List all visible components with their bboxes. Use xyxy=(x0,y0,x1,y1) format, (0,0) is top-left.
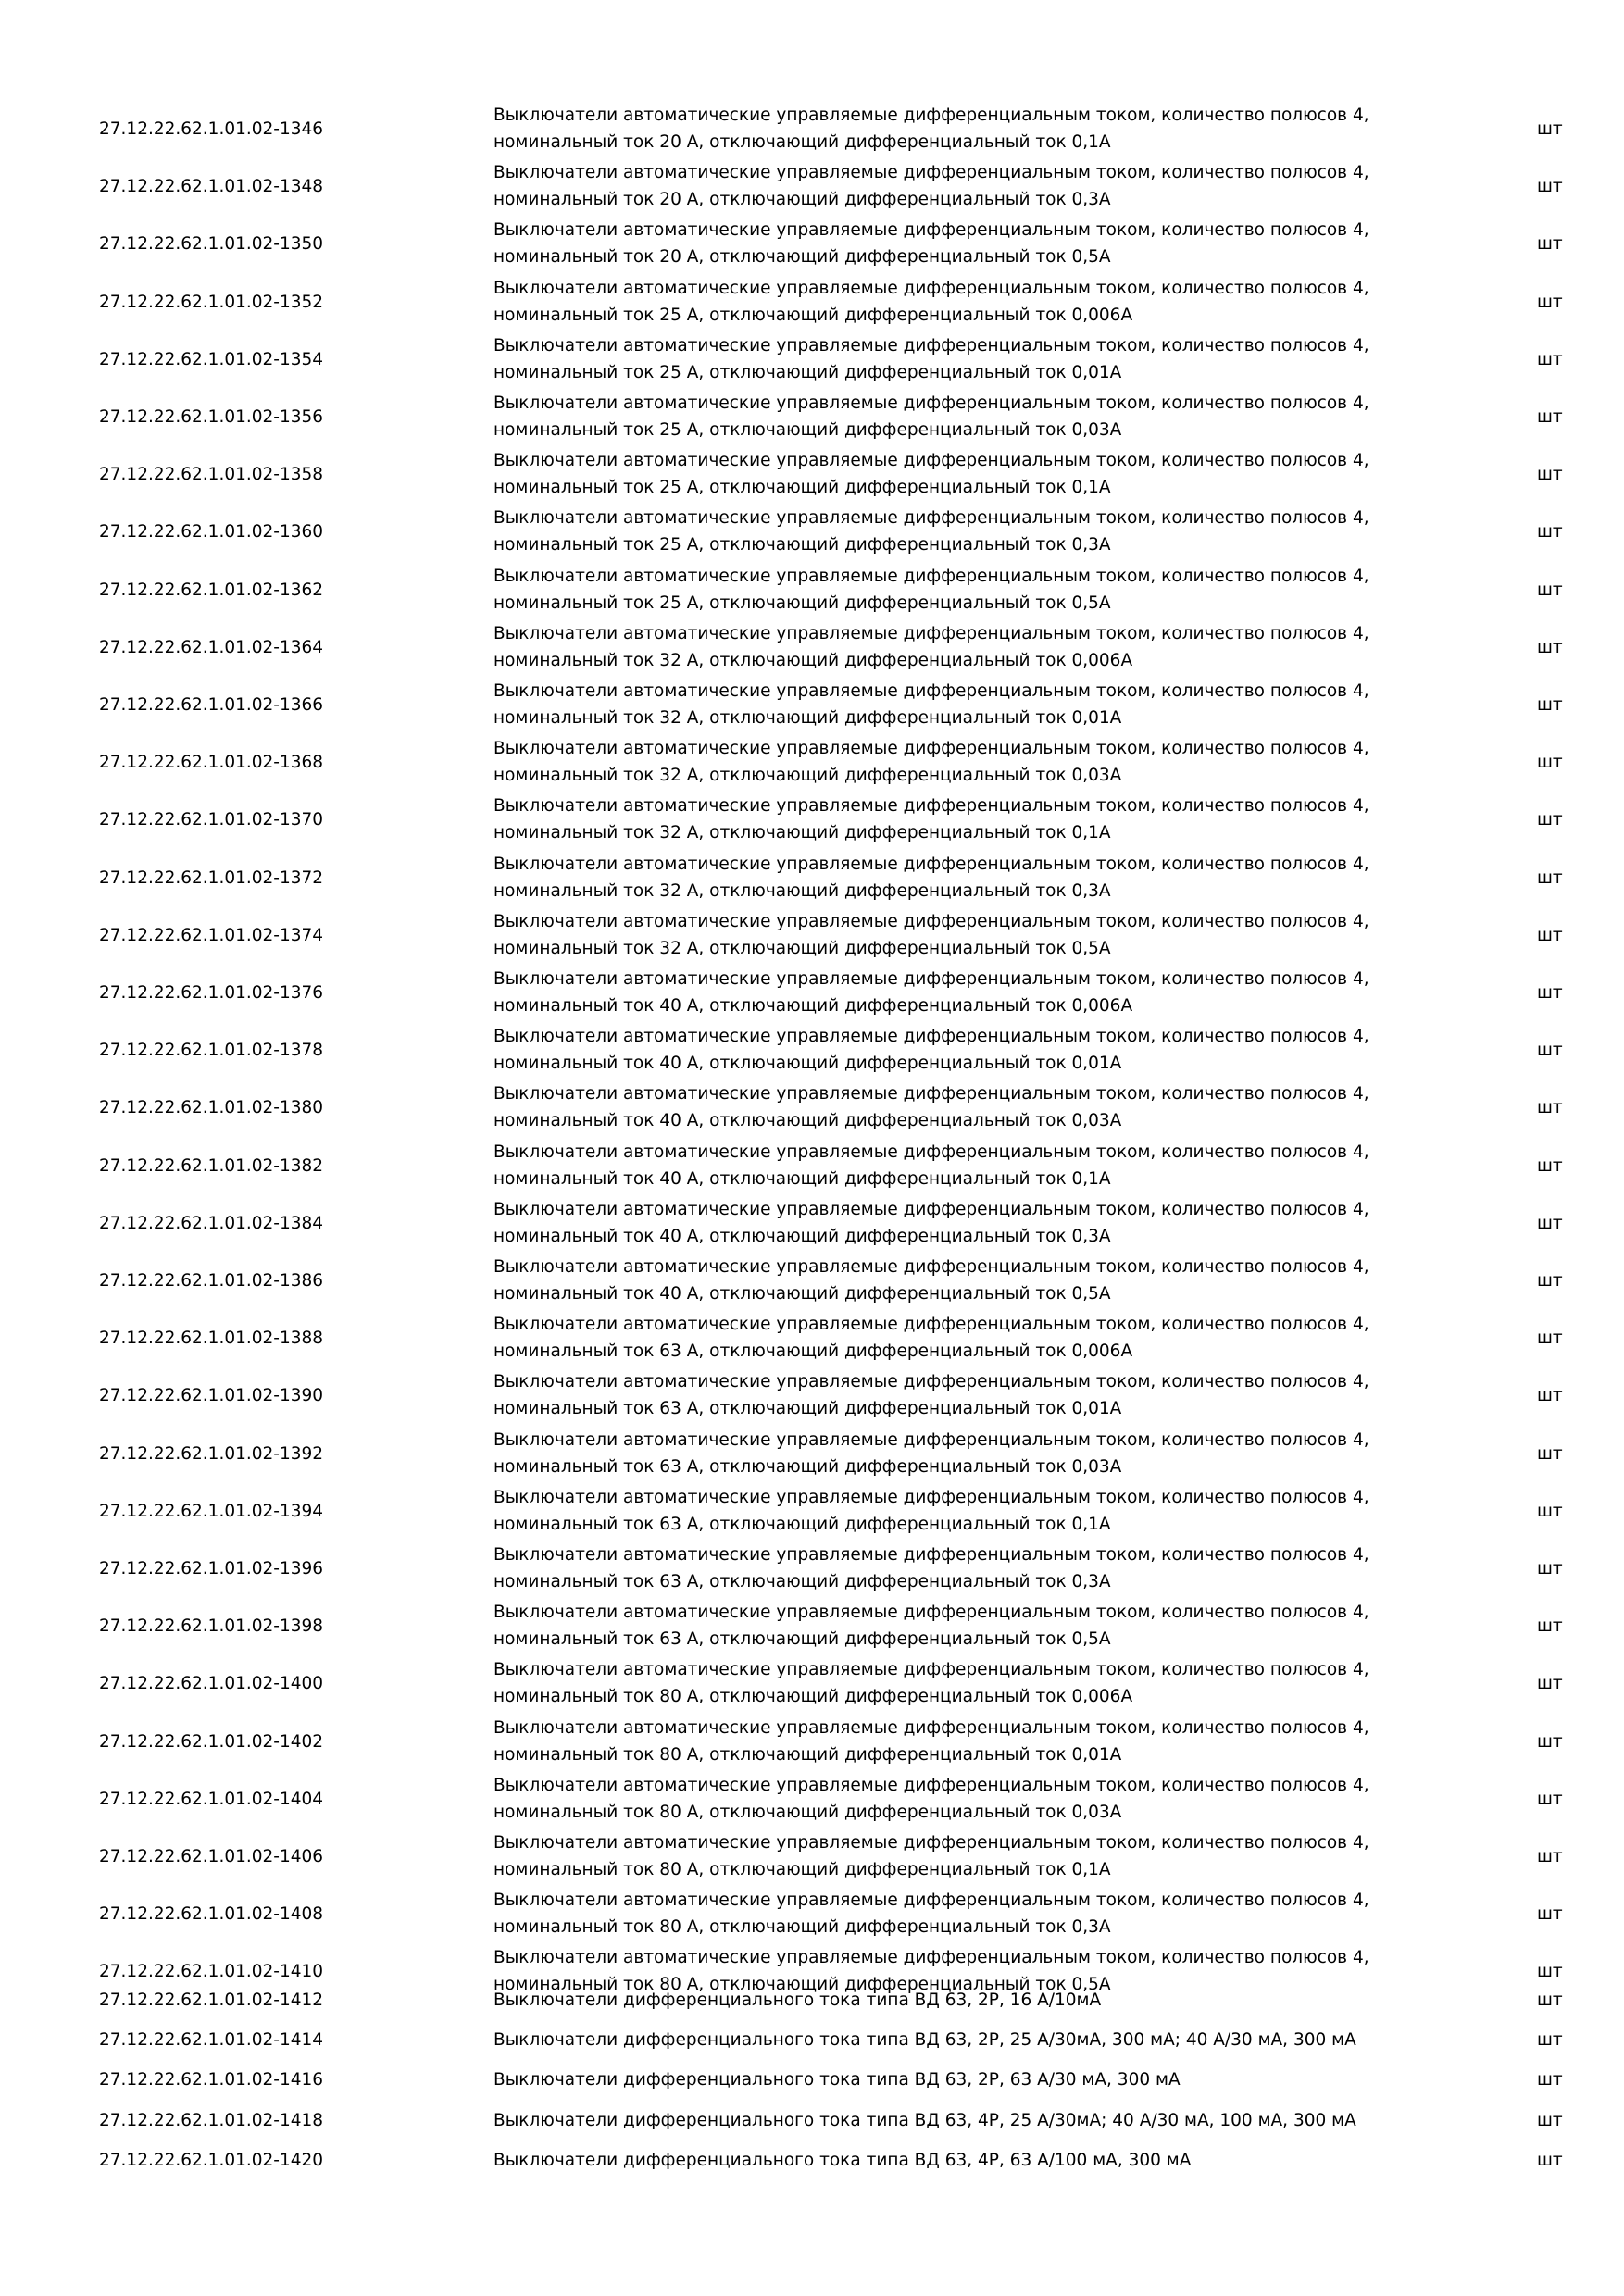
row-description-line: Выключатели автоматические управляемые дифференциальным током, количество полюсов 4, xyxy=(493,1315,1369,1334)
row-description xyxy=(493,1987,1475,2014)
row-description xyxy=(493,851,1475,905)
row-description-line: Выключатели автоматические управляемые дифференциальным током, количество полюсов 4, xyxy=(493,1142,1369,1162)
row-description-line: номинальный ток 40 А, отключающий дифференциальный ток 0,1А xyxy=(493,1169,1111,1189)
row-description xyxy=(493,1311,1475,1365)
row-code: 27.12.22.62.1.01.02-1364 xyxy=(99,638,324,657)
row-description xyxy=(493,1139,1475,1192)
row-unit: шт xyxy=(1537,1098,1563,1117)
row-description xyxy=(493,217,1475,270)
table-row xyxy=(0,102,1624,156)
row-description-line: Выключатели автоматические управляемые дифференциальным током, количество полюсов 4, xyxy=(493,681,1369,701)
table-row xyxy=(0,2066,1624,2093)
row-description xyxy=(493,1368,1475,1422)
row-code: 27.12.22.62.1.01.02-1350 xyxy=(99,234,324,254)
row-code: 27.12.22.62.1.01.02-1408 xyxy=(99,1904,324,1924)
row-code: 27.12.22.62.1.01.02-1412 xyxy=(99,1990,324,2010)
row-description xyxy=(493,1772,1475,1826)
row-description-line: номинальный ток 63 А, отключающий дифференциальный ток 0,01А xyxy=(493,1399,1122,1418)
row-description-line: номинальный ток 80 А, отключающий дифференциальный ток 0,1А xyxy=(493,1860,1111,1879)
row-unit: шт xyxy=(1537,1214,1563,1233)
row-code: 27.12.22.62.1.01.02-1392 xyxy=(99,1444,324,1464)
row-description-line: номинальный ток 25 А, отключающий дифференциальный ток 0,5А xyxy=(493,593,1111,613)
row-description-line: Выключатели автоматические управляемые дифференциальным током, количество полюсов 4, xyxy=(493,796,1369,816)
table-row xyxy=(0,1139,1624,1192)
row-description-line: Выключатели автоматические управляемые дифференциальным током, количество полюсов 4, xyxy=(493,1603,1369,1622)
row-description-line: номинальный ток 63 А, отключающий дифференциальный ток 0,3А xyxy=(493,1572,1111,1591)
row-description xyxy=(493,159,1475,213)
row-code: 27.12.22.62.1.01.02-1402 xyxy=(99,1732,324,1752)
row-code: 27.12.22.62.1.01.02-1414 xyxy=(99,2030,324,2050)
table-row xyxy=(0,792,1624,846)
row-unit: шт xyxy=(1537,1271,1563,1291)
table-row xyxy=(0,1656,1624,1710)
row-code: 27.12.22.62.1.01.02-1376 xyxy=(99,983,324,1003)
row-unit: шт xyxy=(1537,1386,1563,1405)
row-description-line: Выключатели автоматические управляемые дифференциальным током, количество полюсов 4, xyxy=(493,567,1369,586)
row-description-line: Выключатели автоматические управляемые дифференциальным током, количество полюсов 4, xyxy=(493,1660,1369,1679)
row-code: 27.12.22.62.1.01.02-1378 xyxy=(99,1041,324,1060)
row-code: 27.12.22.62.1.01.02-1396 xyxy=(99,1559,324,1578)
row-description-line: номинальный ток 40 А, отключающий дифференциальный ток 0,03А xyxy=(493,1111,1122,1130)
table-row xyxy=(0,908,1624,962)
row-description-line: Выключатели автоматические управляемые дифференциальным током, количество полюсов 4, xyxy=(493,393,1369,413)
row-description-line: Выключатели автоматические управляемые дифференциальным током, количество полюсов 4, xyxy=(493,1718,1369,1738)
row-description-line: Выключатели дифференциального тока типа ВД 63, 2Р, 63 А/30 мА, 300 мА xyxy=(493,2070,1181,2090)
row-code: 27.12.22.62.1.01.02-1398 xyxy=(99,1616,324,1636)
row-description xyxy=(493,1715,1475,1768)
row-unit: шт xyxy=(1537,522,1563,542)
row-unit: шт xyxy=(1537,810,1563,830)
table-row xyxy=(0,1023,1624,1077)
row-description xyxy=(493,1023,1475,1077)
row-description-line: Выключатели автоматические управляемые дифференциальным током, количество полюсов 4, xyxy=(493,163,1369,182)
row-unit: шт xyxy=(1537,1502,1563,1521)
table-row xyxy=(0,1987,1624,2014)
row-code: 27.12.22.62.1.01.02-1362 xyxy=(99,580,324,600)
row-description-line: номинальный ток 20 А, отключающий дифференциальный ток 0,3А xyxy=(493,190,1111,209)
row-unit: шт xyxy=(1537,753,1563,772)
row-code: 27.12.22.62.1.01.02-1404 xyxy=(99,1790,324,1809)
row-unit: шт xyxy=(1537,695,1563,715)
row-description-line: номинальный ток 32 А, отключающий дифференциальный ток 0,006А xyxy=(493,651,1133,670)
row-description-line: Выключатели автоматические управляемые дифференциальным током, количество полюсов 4, xyxy=(493,855,1369,874)
table-row xyxy=(0,966,1624,1019)
row-description xyxy=(493,390,1475,443)
row-code: 27.12.22.62.1.01.02-1380 xyxy=(99,1098,324,1117)
row-description-line: номинальный ток 20 А, отключающий дифференциальный ток 0,1А xyxy=(493,132,1111,152)
row-unit: шт xyxy=(1537,2030,1563,2050)
row-code: 27.12.22.62.1.01.02-1352 xyxy=(99,293,324,312)
row-description xyxy=(493,1484,1475,1538)
row-description xyxy=(493,1541,1475,1595)
row-description-line: Выключатели дифференциального тока типа ВД 63, 2Р, 16 А/10мА xyxy=(493,1990,1102,2010)
row-description-line: Выключатели автоматические управляемые дифференциальным током, количество полюсов 4, xyxy=(493,1200,1369,1219)
row-unit: шт xyxy=(1537,1041,1563,1060)
table-row xyxy=(0,2147,1624,2174)
table-row xyxy=(0,1887,1624,1940)
row-description-line: Выключатели дифференциального тока типа ВД 63, 4Р, 25 А/30мА; 40 А/30 мА, 100 мА, 300 мА xyxy=(493,2111,1356,2130)
row-description-line: Выключатели дифференциального тока типа ВД 63, 2Р, 25 А/30мА, 300 мА; 40 А/30 мА, 300 мА xyxy=(493,2030,1356,2050)
row-description-line: номинальный ток 25 А, отключающий дифференциальный ток 0,01А xyxy=(493,363,1122,382)
table-row xyxy=(0,1254,1624,1307)
table-row xyxy=(0,2107,1624,2134)
row-unit: шт xyxy=(1537,1329,1563,1348)
row-description-line: номинальный ток 40 А, отключающий дифференциальный ток 0,006А xyxy=(493,996,1133,1016)
row-code: 27.12.22.62.1.01.02-1384 xyxy=(99,1214,324,1233)
row-description-line: номинальный ток 25 А, отключающий дифференциальный ток 0,03А xyxy=(493,420,1122,440)
table-row xyxy=(0,447,1624,501)
row-description xyxy=(493,102,1475,156)
row-description-line: номинальный ток 40 А, отключающий дифференциальный ток 0,5А xyxy=(493,1284,1111,1304)
row-description-line: Выключатели автоматические управляемые дифференциальным током, количество полюсов 4, xyxy=(493,451,1369,470)
row-description-line: Выключатели автоматические управляемые дифференциальным током, количество полюсов 4, xyxy=(493,508,1369,528)
row-unit: шт xyxy=(1537,407,1563,427)
table-row xyxy=(0,1715,1624,1768)
table-row xyxy=(0,159,1624,213)
row-unit: шт xyxy=(1537,1674,1563,1693)
row-description xyxy=(493,908,1475,962)
row-description-line: номинальный ток 25 А, отключающий дифференциальный ток 0,006А xyxy=(493,306,1133,325)
row-unit: шт xyxy=(1537,1847,1563,1866)
row-description-line: Выключатели автоматические управляемые дифференциальным током, количество полюсов 4, xyxy=(493,220,1369,240)
table-row xyxy=(0,1368,1624,1422)
row-description-line: номинальный ток 63 А, отключающий дифференциальный ток 0,03А xyxy=(493,1457,1122,1477)
row-description-line: номинальный ток 63 А, отключающий дифференциальный ток 0,006А xyxy=(493,1341,1133,1361)
row-description xyxy=(493,447,1475,501)
table-row xyxy=(0,505,1624,558)
table-row xyxy=(0,620,1624,674)
row-unit: шт xyxy=(1537,177,1563,196)
row-description xyxy=(493,2027,1475,2053)
row-description xyxy=(493,2147,1475,2174)
row-description-line: Выключатели автоматические управляемые дифференциальным током, количество полюсов 4, xyxy=(493,1372,1369,1391)
row-unit: шт xyxy=(1537,119,1563,139)
row-description-line: номинальный ток 32 А, отключающий дифференциальный ток 0,3А xyxy=(493,881,1111,901)
row-description-line: Выключатели дифференциального тока типа ВД 63, 4Р, 63 А/100 мА, 300 мА xyxy=(493,2151,1192,2170)
row-unit: шт xyxy=(1537,2111,1563,2130)
row-description-line: номинальный ток 80 А, отключающий дифференциальный ток 0,03А xyxy=(493,1803,1122,1822)
table-row xyxy=(0,390,1624,443)
row-description xyxy=(493,1196,1475,1250)
table-row xyxy=(0,851,1624,905)
row-description-line: Выключатели автоматические управляемые дифференциальным током, количество полюсов 4, xyxy=(493,1430,1369,1450)
row-unit: шт xyxy=(1537,580,1563,600)
table-row xyxy=(0,1829,1624,1883)
table-row xyxy=(0,1599,1624,1653)
row-code: 27.12.22.62.1.01.02-1390 xyxy=(99,1386,324,1405)
row-code: 27.12.22.62.1.01.02-1374 xyxy=(99,926,324,945)
row-description-line: Выключатели автоматические управляемые дифференциальным током, количество полюсов 4, xyxy=(493,912,1369,931)
row-description-line: номинальный ток 32 А, отключающий дифференциальный ток 0,1А xyxy=(493,823,1111,842)
row-description-line: Выключатели автоматические управляемые дифференциальным током, количество полюсов 4, xyxy=(493,969,1369,989)
row-description xyxy=(493,2107,1475,2134)
row-description xyxy=(493,678,1475,731)
row-code: 27.12.22.62.1.01.02-1370 xyxy=(99,810,324,830)
row-description xyxy=(493,792,1475,846)
row-description-line: номинальный ток 80 А, отключающий дифференциальный ток 0,006А xyxy=(493,1687,1133,1706)
row-description xyxy=(493,735,1475,789)
row-unit: шт xyxy=(1537,2151,1563,2170)
row-code: 27.12.22.62.1.01.02-1394 xyxy=(99,1502,324,1521)
row-description-line: Выключатели автоматические управляемые дифференциальным током, количество полюсов 4, xyxy=(493,739,1369,758)
row-description xyxy=(493,1887,1475,1940)
row-description xyxy=(493,966,1475,1019)
row-description-line: номинальный ток 20 А, отключающий дифференциальный ток 0,5А xyxy=(493,247,1111,267)
row-description-line: Выключатели автоматические управляемые дифференциальным током, количество полюсов 4, xyxy=(493,1257,1369,1277)
row-description-line: Выключатели автоматические управляемые дифференциальным током, количество полюсов 4, xyxy=(493,1890,1369,1910)
row-description xyxy=(493,505,1475,558)
row-description-line: номинальный ток 80 А, отключающий дифференциальный ток 0,01А xyxy=(493,1745,1122,1765)
row-code: 27.12.22.62.1.01.02-1346 xyxy=(99,119,324,139)
row-unit: шт xyxy=(1537,926,1563,945)
row-code: 27.12.22.62.1.01.02-1382 xyxy=(99,1156,324,1176)
row-description-line: номинальный ток 40 А, отключающий дифференциальный ток 0,01А xyxy=(493,1054,1122,1073)
table-row xyxy=(0,217,1624,270)
row-code: 27.12.22.62.1.01.02-1400 xyxy=(99,1674,324,1693)
row-description-line: номинальный ток 63 А, отключающий дифференциальный ток 0,1А xyxy=(493,1515,1111,1534)
row-description-line: Выключатели автоматические управляемые дифференциальным током, количество полюсов 4, xyxy=(493,1027,1369,1046)
row-description xyxy=(493,2066,1475,2093)
row-description-line: Выключатели автоматические управляемые дифференциальным током, количество полюсов 4, xyxy=(493,106,1369,125)
row-description xyxy=(493,563,1475,617)
row-code: 27.12.22.62.1.01.02-1386 xyxy=(99,1271,324,1291)
row-description-line: Выключатели автоматические управляемые дифференциальным током, количество полюсов 4, xyxy=(493,1488,1369,1507)
row-description xyxy=(493,332,1475,386)
table-row xyxy=(0,1196,1624,1250)
row-description-line: номинальный ток 32 А, отключающий дифференциальный ток 0,5А xyxy=(493,939,1111,958)
row-unit: шт xyxy=(1537,638,1563,657)
row-code: 27.12.22.62.1.01.02-1354 xyxy=(99,350,324,369)
row-unit: шт xyxy=(1537,1156,1563,1176)
row-unit: шт xyxy=(1537,1616,1563,1636)
row-code: 27.12.22.62.1.01.02-1388 xyxy=(99,1329,324,1348)
row-unit: шт xyxy=(1537,1732,1563,1752)
table-row xyxy=(0,678,1624,731)
table-row xyxy=(0,1311,1624,1365)
row-description-line: номинальный ток 80 А, отключающий дифференциальный ток 0,3А xyxy=(493,1917,1111,1937)
row-description-line: Выключатели автоматические управляемые дифференциальным током, количество полюсов 4, xyxy=(493,279,1369,298)
table-row xyxy=(0,1484,1624,1538)
row-unit: шт xyxy=(1537,868,1563,888)
row-code: 27.12.22.62.1.01.02-1416 xyxy=(99,2070,324,2090)
row-description xyxy=(493,1427,1475,1480)
row-unit: шт xyxy=(1537,1790,1563,1809)
row-description-line: номинальный ток 25 А, отключающий дифференциальный ток 0,3А xyxy=(493,535,1111,555)
row-description xyxy=(493,1080,1475,1134)
row-code: 27.12.22.62.1.01.02-1366 xyxy=(99,695,324,715)
row-code: 27.12.22.62.1.01.02-1406 xyxy=(99,1847,324,1866)
table-row xyxy=(0,735,1624,789)
table-row xyxy=(0,1080,1624,1134)
row-code: 27.12.22.62.1.01.02-1410 xyxy=(99,1962,324,1981)
row-description-line: номинальный ток 32 А, отключающий дифференциальный ток 0,01А xyxy=(493,708,1122,728)
table-row xyxy=(0,1772,1624,1826)
row-description-line: номинальный ток 25 А, отключающий дифференциальный ток 0,1А xyxy=(493,478,1111,497)
table-row xyxy=(0,332,1624,386)
table-row xyxy=(0,1427,1624,1480)
row-description-line: Выключатели автоматические управляемые дифференциальным током, количество полюсов 4, xyxy=(493,1948,1369,1967)
table-row xyxy=(0,1541,1624,1595)
row-code: 27.12.22.62.1.01.02-1420 xyxy=(99,2151,324,2170)
row-unit: шт xyxy=(1537,1962,1563,1981)
row-code: 27.12.22.62.1.01.02-1368 xyxy=(99,753,324,772)
row-unit: шт xyxy=(1537,2070,1563,2090)
table-row xyxy=(0,563,1624,617)
row-unit: шт xyxy=(1537,1990,1563,2010)
row-code: 27.12.22.62.1.01.02-1360 xyxy=(99,522,324,542)
row-description xyxy=(493,1829,1475,1883)
row-unit: шт xyxy=(1537,1444,1563,1464)
row-description-line: Выключатели автоматические управляемые дифференциальным током, количество полюсов 4, xyxy=(493,1833,1369,1853)
row-description-line: Выключатели автоматические управляемые дифференциальным током, количество полюсов 4, xyxy=(493,336,1369,356)
row-unit: шт xyxy=(1537,465,1563,484)
row-description xyxy=(493,620,1475,674)
row-description xyxy=(493,1656,1475,1710)
row-description-line: номинальный ток 63 А, отключающий дифференциальный ток 0,5А xyxy=(493,1629,1111,1649)
row-unit: шт xyxy=(1537,1559,1563,1578)
row-description xyxy=(493,275,1475,329)
row-description-line: Выключатели автоматические управляемые дифференциальным током, количество полюсов 4, xyxy=(493,1084,1369,1104)
row-code: 27.12.22.62.1.01.02-1372 xyxy=(99,868,324,888)
table-row xyxy=(0,275,1624,329)
row-code: 27.12.22.62.1.01.02-1348 xyxy=(99,177,324,196)
row-description-line: Выключатели автоматические управляемые дифференциальным током, количество полюсов 4, xyxy=(493,624,1369,643)
table-row xyxy=(0,2027,1624,2053)
row-unit: шт xyxy=(1537,350,1563,369)
row-description-line: Выключатели автоматические управляемые дифференциальным током, количество полюсов 4, xyxy=(493,1545,1369,1565)
row-unit: шт xyxy=(1537,234,1563,254)
row-description xyxy=(493,1254,1475,1307)
row-code: 27.12.22.62.1.01.02-1358 xyxy=(99,465,324,484)
row-description-line: номинальный ток 40 А, отключающий дифференциальный ток 0,3А xyxy=(493,1227,1111,1246)
row-code: 27.12.22.62.1.01.02-1418 xyxy=(99,2111,324,2130)
row-description xyxy=(493,1599,1475,1653)
row-code: 27.12.22.62.1.01.02-1356 xyxy=(99,407,324,427)
row-unit: шт xyxy=(1537,293,1563,312)
row-unit: шт xyxy=(1537,1904,1563,1924)
row-description-line: Выключатели автоматические управляемые дифференциальным током, количество полюсов 4, xyxy=(493,1776,1369,1795)
row-description-line: номинальный ток 80 А, отключающий дифференциальный ток 0,5А xyxy=(493,1975,1111,1994)
row-description-line: номинальный ток 32 А, отключающий дифференциальный ток 0,03А xyxy=(493,766,1122,785)
row-unit: шт xyxy=(1537,983,1563,1003)
